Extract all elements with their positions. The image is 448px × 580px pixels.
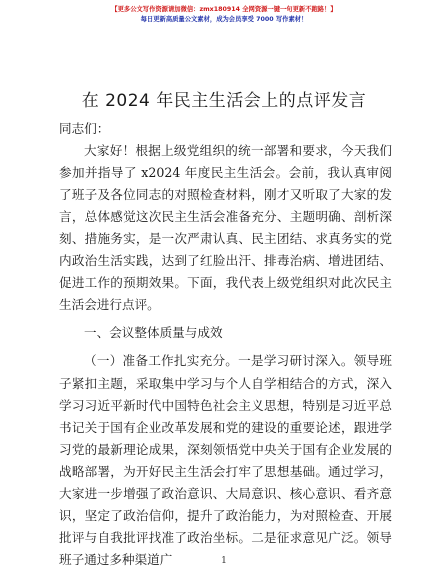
body-paragraph: （一）准备工作扎实充分。一是学习研讨深入。领导班子紧扣主题，采取集中学习与个人自学相结合的方式，深入学习习近平新时代中国特色社会主义思想，特别是习近平总书记关于国有企业改革发展和党的建设的重要论述，跟进学习党的最新理论成果，深刻领悟党中央关于国有企业发展的战略部署，为开好民主生活会打牢了思想基础。通过学习，大家进一步增强了政治意识、大局意识、核心意识、看齐意识，坚定了政治信仰，提升了政治能力，为对照检查、开展批评与自我批评找准了政治坐标。二是征求意见广泛。领导班子通过多种渠道广 xyxy=(59,353,392,567)
document-body xyxy=(59,118,392,571)
promo-banner-line-2: 每日更新高质量公文素材，成为会员享受 7000 写作素材！ xyxy=(140,16,308,23)
page-number: 1 xyxy=(221,556,227,566)
promo-banner xyxy=(0,5,448,25)
section-heading: 一、会议整体质量与成效 xyxy=(84,325,223,341)
document-title: 在 2024 年民主生活会上的点评发言 xyxy=(81,91,367,111)
promo-banner-line-1: 【更多公文写作资源请加微信：zmx180914 全网资源一键一句更新不跑路！】 xyxy=(111,6,337,13)
opening-paragraph: 大家好！根据上级党组织的统一部署和要求，今天我们参加并指导了 x2024 年度民主生活会。会前，我认真审阅了班子及各位同志的对照检查材料，刚才又听取了大家的发言，总体感觉这次民主生活会准备充分、主题明确、剖析深刻、措施务实，是一次严肃认真、民主团结、求真务实的党内政治生活实践，达到了红脸出汗、排毒治病、增进团结、促进工作的预期效果。下面，我代表上级党组织对此次民主生活会进行点评。 xyxy=(59,143,392,313)
salutation: 同志们： xyxy=(59,121,110,136)
